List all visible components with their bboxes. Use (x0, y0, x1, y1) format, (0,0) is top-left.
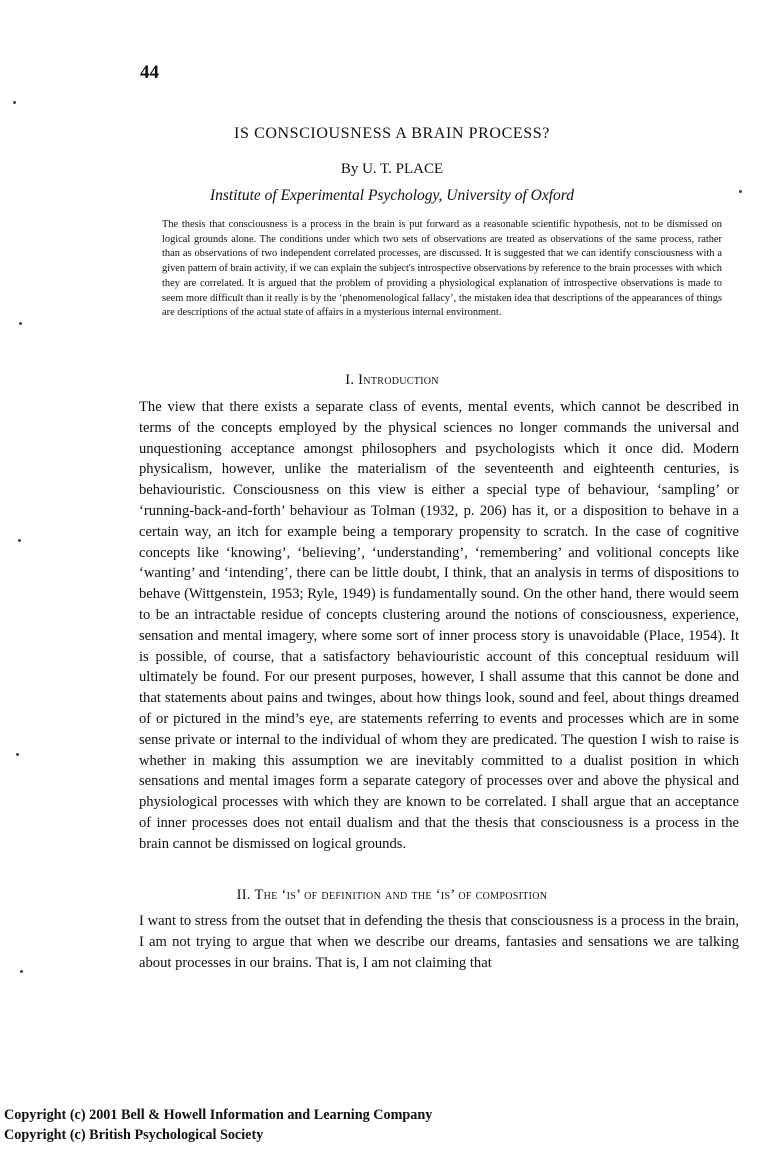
scan-speck (13, 101, 16, 104)
page-number: 44 (140, 62, 159, 83)
author-affiliation: Institute of Experimental Psychology, University of Oxford (209, 187, 575, 204)
article-title: IS CONSCIOUSNESS A BRAIN PROCESS? (234, 125, 550, 142)
scan-speck (20, 970, 23, 973)
author-byline: By U. T. PLACE (340, 161, 444, 177)
scan-speck (19, 322, 22, 325)
section-heading-is-definition: II. The ‘is’ of definition and the ‘is’ of composition (236, 887, 548, 903)
scan-speck (16, 753, 19, 756)
scan-speck (18, 539, 21, 542)
copyright-line-society: Copyright (c) British Psychological Society (4, 1127, 264, 1143)
copyright-line-publisher: Copyright (c) 2001 Bell & Howell Information and Learning Company (4, 1107, 433, 1123)
abstract: The thesis that consciousness is a process in the brain is put forward as a reasonable scientific hypothesis, not to be dismissed on logical grounds alone. The conditions under which two sets of observations are treated as observations of the same process, rather than as observations of two independent correlated processes, are discussed. It is suggested that we can identify consciousness with a given pattern of brain activity, if we can explain the subject's introspective observations by reference to the brain processes with which they are correlated. It is argued that the problem of providing a physiological explanation of introspective observations is made to seem more difficult than it really is by the ‘phenomenological fallacy’, the mistaken idea that descriptions of the appearances of things are descriptions of the actual state of affairs in a mysterious internal environment. (162, 219, 722, 319)
section-text-introduction: The view that there exists a separate class of events, mental events, which cannot be described in terms of the concepts employed by the physical sciences no longer commands the universal and unquestioning acceptance amongst philosophers and psychologists which it once did. Modern physicalism, however, unlike the materialism of the seventeenth and eighteenth centuries, is behaviouristic. Consciousness on this view is either a special type of behaviour, ‘sampling’ or ‘running-back-and-forth’ behaviour as Tolman (1932, p. 206) has it, or a disposition to behave in a certain way, an itch for example being a temporary propensity to scratch. In the case of cognitive concepts like ‘knowing’, ‘believing’, ‘understanding’, ‘remembering’ and volitional concepts like ‘wanting’ and ‘intending’, there can be little doubt, I think, that an analysis in terms of dispositions to behave (Wittgenstein, 1953; Ryle, 1949) is fundamentally sound. On the other hand, there would seem to be an intractable residue of concepts clustering around the notions of consciousness, experience, sensation and mental imagery, where some sort of inner process story is unavoidable (Place, 1954). It is possible, of course, that a satisfactory behaviouristic account of this conceptual residuum will ultimately be found. For our present purposes, however, I shall assume that this cannot be done and that statements about pains and twinges, about how things look, sound and feel, about things dreamed of or pictured in the mind’s eye, are statements referring to events and processes which are in some sense private or internal to the individual of whom they are predicated. The question I wish to raise is whether in making this assumption we are inevitably committed to a dualist position in which sensations and mental images form a separate category of processes over and above the physical and physiological processes with which they are known to be correlated. I shall argue that an acceptance of inner processes does not entail dualism and that the thesis that consciousness is a process in the brain cannot be dismissed on logical grounds. (139, 399, 739, 852)
section-text-is-definition: I want to stress from the outset that in defending the thesis that consciousness is a process in the brain, I am not trying to argue that when we describe our dreams, fantasies and sensations we are talking about processes in our brains. That is, I am not claiming that (139, 913, 739, 971)
section-heading-introduction: I. Introduction (345, 372, 439, 388)
scan-speck (739, 190, 742, 193)
